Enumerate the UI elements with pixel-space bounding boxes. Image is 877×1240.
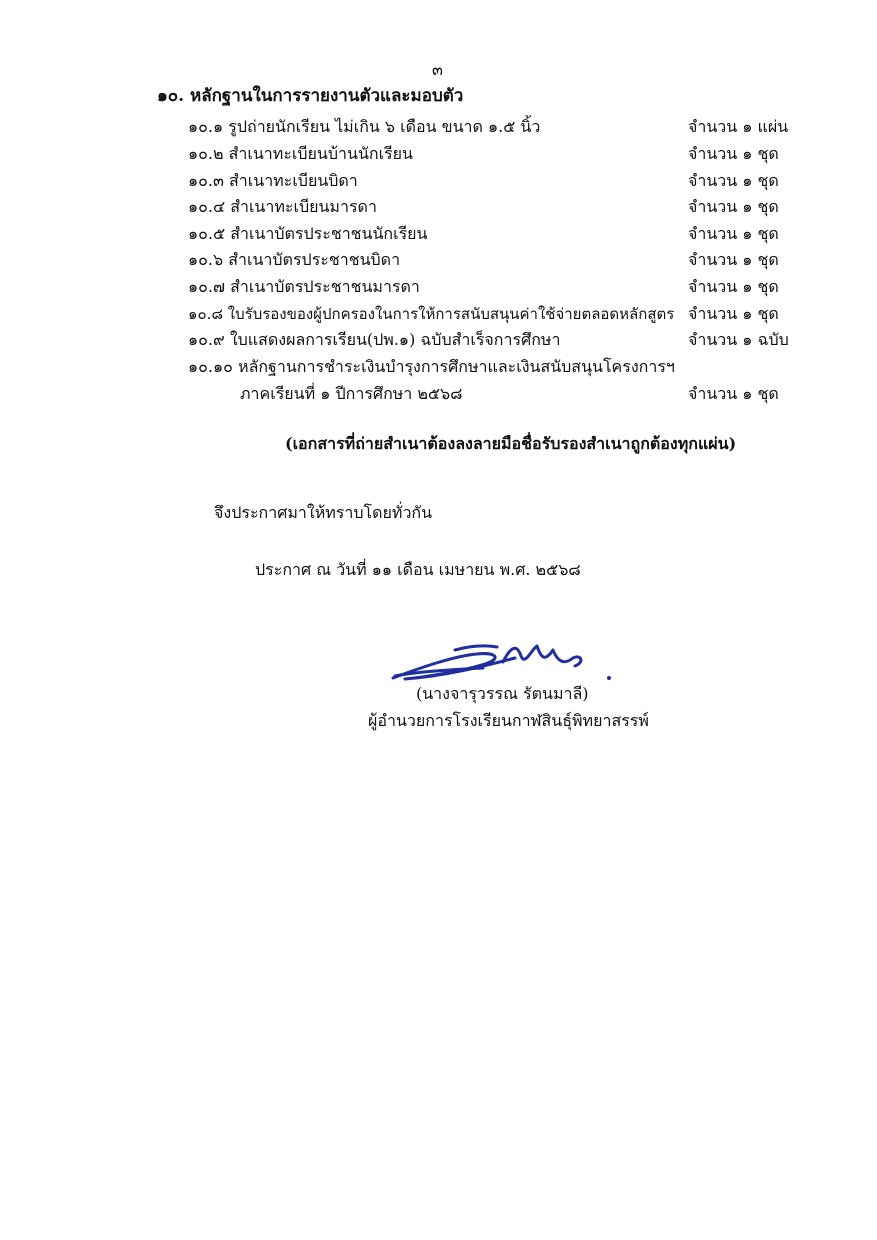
- item-label: ๑๐.๙ ใบแสดงผลการเรียน(ปพ.๑) ฉบับสำเร็จการศึกษา: [188, 330, 561, 349]
- announcement-text: จึงประกาศมาให้ทราบโดยทั่วกัน: [214, 503, 433, 522]
- item-continuation: ภาคเรียนที่ ๑ ปีการศึกษา ๒๕๖๘: [240, 384, 463, 403]
- item-quantity: จำนวน ๑ แผ่น: [688, 117, 789, 136]
- item-quantity: จำนวน ๑ ชุด: [688, 304, 779, 323]
- item-quantity: จำนวน ๑ ชุด: [688, 224, 779, 243]
- list-item: [188, 169, 783, 195]
- certification-note: (เอกสารที่ถ่ายสำเนาต้องลงลายมือชื่อรับรองสำเนาถูกต้องทุกแผ่น): [285, 434, 737, 453]
- item-label: ๑๐.๗ สำเนาบัตรประชาชนมารดา: [188, 277, 420, 296]
- item-label: ๑๐.๔ สำเนาทะเบียนมารดา: [188, 197, 377, 216]
- signer-name: (นางจารุวรรณ รัตนมาลี): [416, 684, 589, 703]
- item-quantity: จำนวน ๑ ชุด: [688, 250, 779, 269]
- list-item: [188, 248, 783, 274]
- item-quantity: จำนวน ๑ ฉบับ: [688, 330, 789, 349]
- list-item: [188, 222, 783, 248]
- section-title: ๑๐. หลักฐานในการรายงานตัวและมอบตัว: [157, 86, 464, 106]
- list-item: [188, 275, 783, 301]
- item-quantity: จำนวน ๑ ชุด: [688, 144, 779, 163]
- item-quantity: จำนวน ๑ ชุด: [688, 277, 779, 296]
- list-item: [188, 302, 783, 328]
- item-label: ๑๐.๕ สำเนาบัตรประชาชนนักเรียน: [188, 224, 428, 243]
- item-quantity: จำนวน ๑ ชุด: [688, 197, 779, 216]
- handwritten-signature: [385, 636, 615, 688]
- list-item: [188, 195, 783, 221]
- page-number: ๓: [432, 60, 443, 79]
- signer-position: ผู้อำนวยการโรงเรียนกาฬสินธุ์พิทยาสรรพ์: [368, 711, 649, 730]
- item-label: ๑๐.๓ สำเนาทะเบียนบิดา: [188, 171, 358, 190]
- list-item: [188, 328, 789, 354]
- list-item: [188, 115, 789, 141]
- item-label: ๑๐.๑๐ หลักฐานการชำระเงินบำรุงการศึกษาและเงินสนับสนุนโครงการฯ: [188, 357, 675, 376]
- list-item: [188, 355, 783, 381]
- item-quantity: จำนวน ๑ ชุด: [688, 171, 779, 190]
- item-label: ๑๐.๒ สำเนาทะเบียนบ้านนักเรียน: [188, 144, 413, 163]
- item-label: ๑๐.๖ สำเนาบัตรประชาชนบิดา: [188, 250, 401, 269]
- list-item: [188, 142, 783, 168]
- item-quantity: จำนวน ๑ ชุด: [688, 384, 779, 403]
- item-label: ๑๐.๘ ใบรับรองของผู้ปกครองในการให้การสนับสนุนค่าใช้จ่ายตลอดหลักสูตร: [188, 305, 675, 323]
- item-label: ๑๐.๑ รูปถ่ายนักเรียน ไม่เกิน ๖ เดือน ขนาด ๑.๕ นิ้ว: [188, 117, 541, 136]
- announcement-date: ประกาศ ณ วันที่ ๑๑ เดือน เมษายน พ.ศ. ๒๕๖๘: [255, 560, 581, 579]
